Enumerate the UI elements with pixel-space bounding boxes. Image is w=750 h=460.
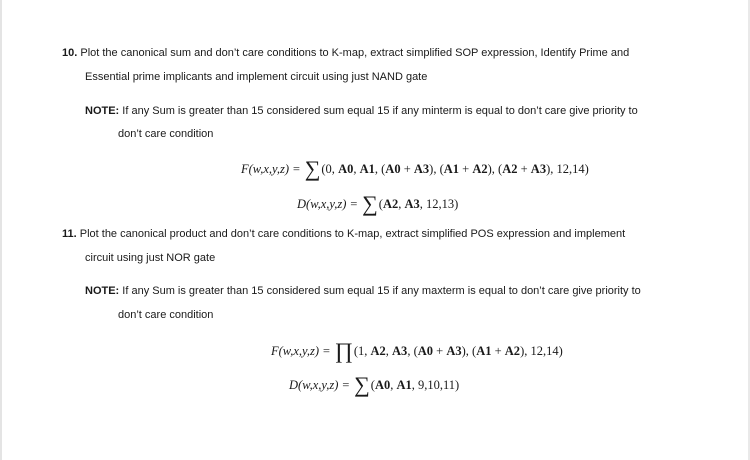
equation-term: , 12,13) [419,197,459,211]
q11-equation-d [289,372,460,397]
equation-term: (0, [321,162,339,176]
equation-term-bold: A3 [404,197,420,211]
q11-line-2: circuit using just NOR gate [85,252,216,264]
q10-d-sum-symbol: ∑ [362,191,378,216]
equation-term: , ( [374,162,386,176]
q11-note-line-2: don’t care condition [118,309,214,321]
q11-note-line-1 [85,284,641,298]
equation-term-bold: A3 [446,344,462,358]
equation-term-bold: A2 [502,162,518,176]
equation-term: , [398,197,405,211]
q10-line-2: Essential prime implicants and implement circuit using just NAND gate [85,71,428,83]
equation-term: , 9,10,11) [411,378,460,392]
q10-f-args [321,162,588,176]
equation-term: , [385,344,393,358]
equation-term-bold: A1 [396,378,412,392]
equation-term-bold: A0 [417,344,434,358]
equation-term-bold: A2 [472,162,488,176]
equation-term: , [390,378,397,392]
equation-term: ), ( [429,162,444,176]
q10-note-text-1: If any Sum is greater than 15 considered sum equal 15 if any minterm is equal to don’t care give priority to [122,105,638,117]
equation-term-bold: A1 [359,162,375,176]
equation-term-bold: A1 [443,162,460,176]
q10-number: 10. [62,47,78,59]
q10-note-line-1 [85,104,638,118]
equation-term: + [400,162,414,176]
q10-d-args [379,197,459,211]
q10-f-lhs: F(w,x,y,z) = [241,162,301,176]
equation-term: , ( [407,344,418,358]
q11-d-sum-symbol: ∑ [354,372,370,397]
equation-term-bold: A0 [338,162,354,176]
equation-term: ( [378,197,383,211]
q11-f-product-symbol: ∏ [334,338,353,363]
equation-term: ( [370,378,375,392]
equation-term-bold: A3 [392,344,408,358]
equation-term: + [459,162,473,176]
q11-number: 11. [62,228,77,240]
equation-term: , [353,162,360,176]
equation-term-bold: A3 [413,162,430,176]
equation-term-bold: A0 [374,378,391,392]
equation-term-bold: A2 [504,344,521,358]
equation-term: + [433,344,447,358]
q10-line-1 [62,46,629,60]
q11-equation-f [271,338,563,363]
equation-term: ), 12,14) [546,162,589,176]
q10-equation-f [241,156,589,181]
equation-term: (1, [353,344,371,358]
equation-term-bold: A2 [370,344,386,358]
q11-f-args [354,344,563,358]
equation-term: ), 12,14) [520,344,563,358]
equation-term-bold: A1 [476,344,492,358]
q11-line-1 [62,227,625,241]
equation-term: ), ( [487,162,503,176]
equation-term-bold: A3 [530,162,547,176]
equation-term-bold: A2 [382,197,399,211]
q10-text-1: Plot the canonical sum and don’t care conditions to K-map, extract simplified SOP expression, Identify Prime and [80,47,630,59]
q11-note-text-1: If any Sum is greater than 15 considered sum equal 15 if any maxterm is equal to don’t care give priority to [122,285,641,297]
q10-equation-d [297,191,459,216]
q11-d-lhs: D(w,x,y,z) = [289,378,350,392]
q11-f-lhs: F(w,x,y,z) = [271,344,331,358]
equation-term: + [517,162,531,176]
q11-d-args [371,378,459,392]
q10-note-label: NOTE: [85,105,120,117]
equation-term-bold: A0 [385,162,401,176]
q10-f-sum-symbol: ∑ [304,156,321,181]
equation-term: ), ( [461,344,477,358]
q11-text-1: Plot the canonical product and don’t care conditions to K-map, extract simplified POS expression and implement [79,228,626,240]
page-left-edge [0,0,2,460]
q10-d-lhs: D(w,x,y,z) = [297,197,358,211]
equation-term: + [491,344,505,358]
q11-note-label: NOTE: [85,285,120,297]
q10-note-line-2: don’t care condition [118,128,214,140]
